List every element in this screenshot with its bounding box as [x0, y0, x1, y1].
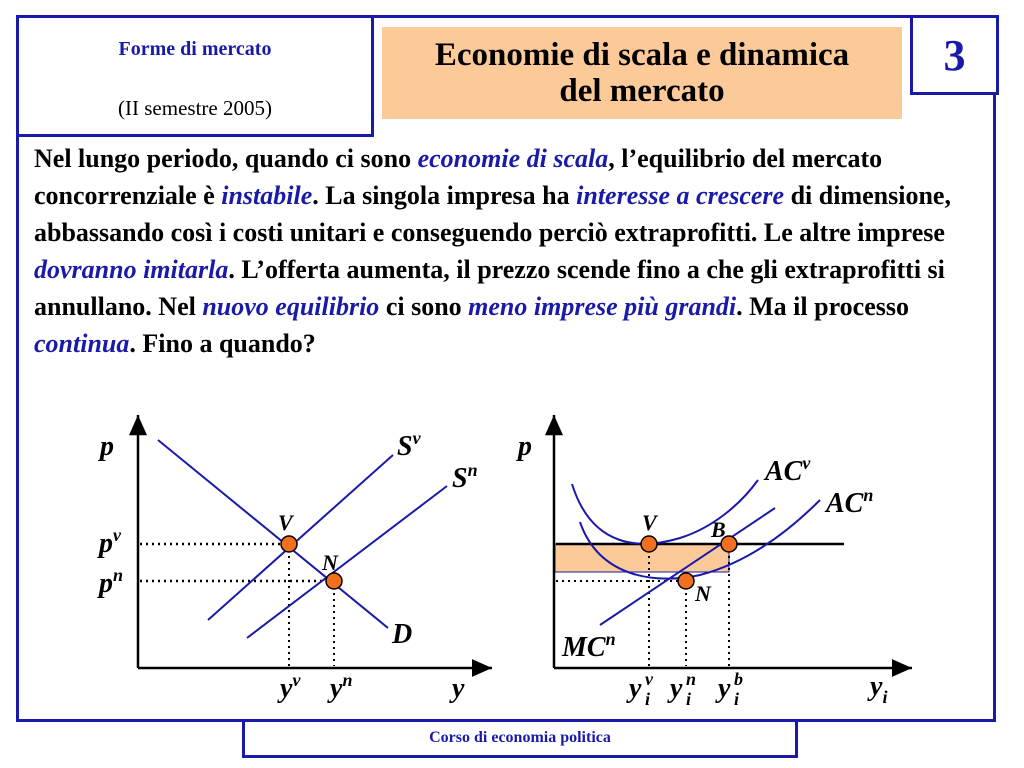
supply-new-curve: [247, 486, 447, 638]
firm-x-label: $y_i$: [870, 671, 888, 707]
svg-text:v: v: [645, 669, 653, 689]
market-point-v-label: V: [278, 510, 293, 535]
svg-text:n: n: [686, 669, 697, 689]
firm-point-b-label: B: [711, 517, 726, 542]
price-new-label: $p^n$: [99, 565, 124, 599]
firm-point-v-label: V: [642, 510, 657, 535]
price-old-label: $p^v$: [99, 525, 121, 559]
qty-new-label: $y^n$: [330, 670, 353, 704]
body-emph-3: interesse a crescere: [576, 181, 785, 210]
firm-qty-old-label: [626, 669, 654, 709]
market-point-n-label: N: [322, 550, 338, 575]
firm-qty-new-label: [667, 669, 696, 709]
ac-new-label: $AC^n$: [826, 485, 874, 519]
body-emph-1: economie di scala: [417, 144, 609, 173]
course-title: Forme di mercato: [118, 38, 272, 60]
footer-course-name: Corso di economia politica: [242, 722, 798, 758]
body-text-6: ci sono: [379, 292, 469, 321]
supply-old-curve: [208, 455, 393, 620]
qty-old-label: $y^v$: [280, 670, 301, 704]
svg-text:b: b: [734, 669, 743, 689]
market-point-v: [281, 536, 297, 552]
market-graph: [97, 415, 492, 704]
body-text-7: . Ma il processo: [736, 292, 909, 321]
body-text-2: , l’equilibrio del mercato concorrenziale è: [34, 144, 883, 210]
ac-old-curve: [572, 480, 758, 544]
market-y-label: p: [100, 431, 114, 462]
body-text-5: . L’offerta aumenta, il prezzo scende fino a che gli extraprofitti si annullano. Nel: [34, 255, 945, 321]
slide-number: 3: [943, 30, 966, 80]
firm-point-v: [641, 536, 657, 552]
firm-qty-b-label: [715, 669, 743, 709]
slide-title: Economie di scala e dinamica del mercato: [434, 37, 850, 109]
course-period: (II semestre 2005): [118, 96, 272, 120]
svg-text:y: y: [629, 673, 642, 704]
firm-graph: [516, 415, 912, 709]
firm-y-label: p: [518, 431, 532, 462]
firm-point-n-label: N: [695, 581, 711, 606]
body-emph-4: dovranno imitarla: [34, 255, 229, 284]
supply-new-label: $S^n$: [452, 460, 478, 494]
mc-new-label: $MC^n$: [562, 629, 616, 663]
body-emph-7: continua: [34, 329, 130, 358]
svg-text:i: i: [645, 689, 651, 709]
body-text-8: . Fino a quando?: [129, 329, 316, 358]
body-emph-2: instabile: [221, 181, 313, 210]
body-emph-6: meno imprese più grandi: [468, 292, 737, 321]
supply-old-label: $S^v$: [397, 428, 421, 462]
body-emph-5: nuovo equilibrio: [202, 292, 380, 321]
ac-old-label: $AC^v$: [765, 453, 811, 487]
body-text-4: di dimensione, abbassando così i costi unitari e conseguendo perciò extraprofitti. Le altre imprese: [34, 181, 951, 247]
demand-curve: [158, 440, 388, 628]
body-text-3: . La singola impresa ha: [312, 181, 577, 210]
demand-label: D: [392, 619, 413, 650]
svg-text:y: y: [670, 673, 683, 704]
body-text-1: Nel lungo periodo, quando ci sono: [34, 144, 418, 173]
svg-text:i: i: [734, 689, 740, 709]
market-x-label: y: [452, 673, 465, 704]
svg-text:i: i: [686, 689, 692, 709]
firm-point-n: [678, 573, 694, 589]
svg-text:y: y: [718, 673, 731, 704]
market-point-n: [326, 573, 342, 589]
